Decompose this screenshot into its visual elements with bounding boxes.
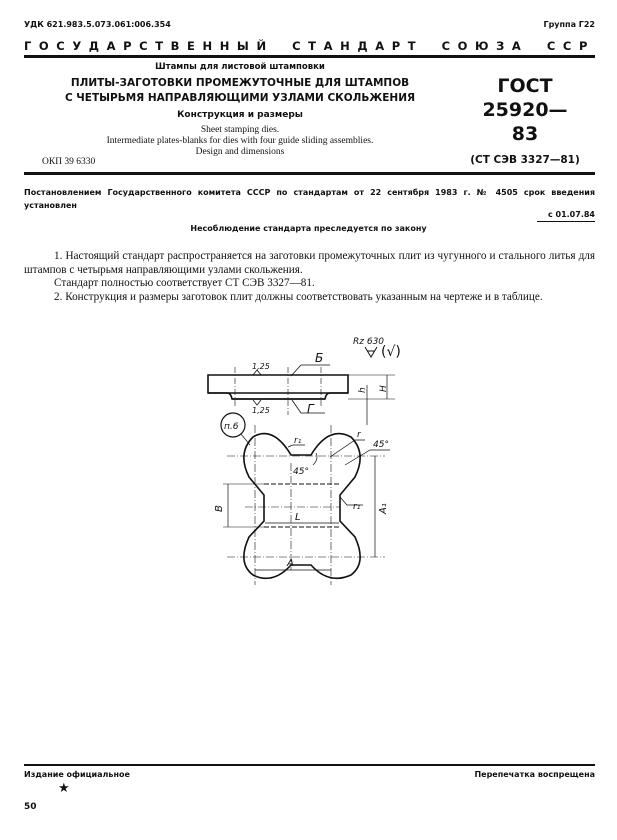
roughness-mark: (√) [381, 344, 401, 360]
gost-label: ГОСТ [497, 75, 553, 97]
official-edition-label: Издание официальное [24, 770, 130, 779]
decree-text: Постановлением Государственного комитета СССР по стандартам от 22 сентября 1983 г. № 4505 срок введения установлен [24, 188, 595, 210]
r1-top-label: r₁ [294, 436, 302, 446]
plate-side-relief [208, 393, 348, 399]
top-chamfer-label: 1,25 [252, 362, 270, 371]
note-label: п.6 [224, 422, 239, 432]
roughness-label: Rz 630 [353, 337, 385, 347]
main-title-line2: С ЧЕТЫРЬМЯ НАПРАВЛЯЮЩИМИ УЗЛАМИ СКОЛЬЖЕНИЯ [64, 92, 416, 104]
banner-word: СОЮЗА [441, 39, 529, 53]
label-b-cyr: Б [315, 351, 324, 365]
bottom-chamfer-label: 1,25 [252, 406, 270, 415]
subtitle: Конструкция и размеры [177, 110, 303, 120]
page-number: 50 [24, 802, 37, 812]
angle-45-inner-label: 45° [293, 467, 309, 477]
english-title-line1: Sheet stamping dies. [200, 125, 280, 135]
english-title-line2: Intermediate plates-blanks for dies with four guide sliding assemblies. [106, 136, 374, 146]
effective-date: с 01.07.84 [547, 210, 595, 219]
gost-number: 25920—83 [482, 99, 568, 145]
category-title: Штампы для листовой штамповки [155, 62, 325, 72]
sev-reference: (СТ СЭВ 3327—81) [470, 154, 580, 166]
english-title-line3: Design and dimensions [195, 147, 285, 157]
label-g-cyr: Г [307, 402, 314, 416]
bottom-rule [24, 764, 595, 766]
banner-word: ССР [546, 39, 595, 53]
body-text [24, 250, 595, 304]
r1-right-label: r₁ [353, 502, 361, 512]
gost-block [470, 74, 580, 166]
reprint-prohibited-label: Перепечатка воспрещена [474, 770, 595, 779]
top-rule [24, 55, 595, 58]
plate-drawing-svg [195, 325, 435, 585]
technical-drawing [195, 325, 435, 590]
star-icon: ★ [58, 780, 70, 795]
middle-rule [24, 172, 595, 175]
paragraph-3: 2. Конструкция и размеры заготовок плит должны соответствовать указанным на чертеже и в таблице. [54, 290, 543, 303]
dim-H-label: H [379, 385, 389, 392]
date-underline [537, 221, 595, 222]
group-code: Группа Г22 [543, 20, 595, 29]
banner-word: СТАНДАРТ [292, 39, 424, 53]
dim-A1-label: A₁ [378, 503, 389, 514]
title-block [60, 62, 420, 158]
okp-code: ОКП 39 6330 [42, 157, 96, 167]
paragraph-1: 1. Настоящий стандарт распространяется на заготовки промежуточных плит из чугунного и стального литья для штампов с четырьмя направляющими узлами скольжения. [24, 250, 595, 276]
angle-45-right-label: 45° [373, 440, 389, 450]
law-notice: Несоблюдение стандарта преследуется по закону [190, 224, 427, 233]
dim-h-label: h [358, 387, 368, 393]
state-standard-banner [24, 39, 595, 53]
plate-side-view [208, 375, 348, 393]
roughness-icon [365, 347, 377, 357]
paragraph-2: Стандарт полностью соответствует СТ СЭВ 3327—81. [54, 277, 315, 289]
dim-L-label: L [295, 512, 301, 523]
udk-code: УДК 621.983.5.073.061:006.354 [24, 20, 171, 29]
dim-B-label: B [214, 505, 225, 512]
main-title-line1: ПЛИТЫ-ЗАГОТОВКИ ПРОМЕЖУТОЧНЫЕ ДЛЯ ШТАМПОВ [70, 77, 410, 89]
dim-A-label: A [287, 558, 294, 569]
plate-plan-outline [244, 434, 360, 579]
banner-word: ГОСУДАРСТВЕННЫЙ [24, 39, 274, 53]
r-label: r [357, 430, 361, 440]
english-title [60, 125, 420, 158]
